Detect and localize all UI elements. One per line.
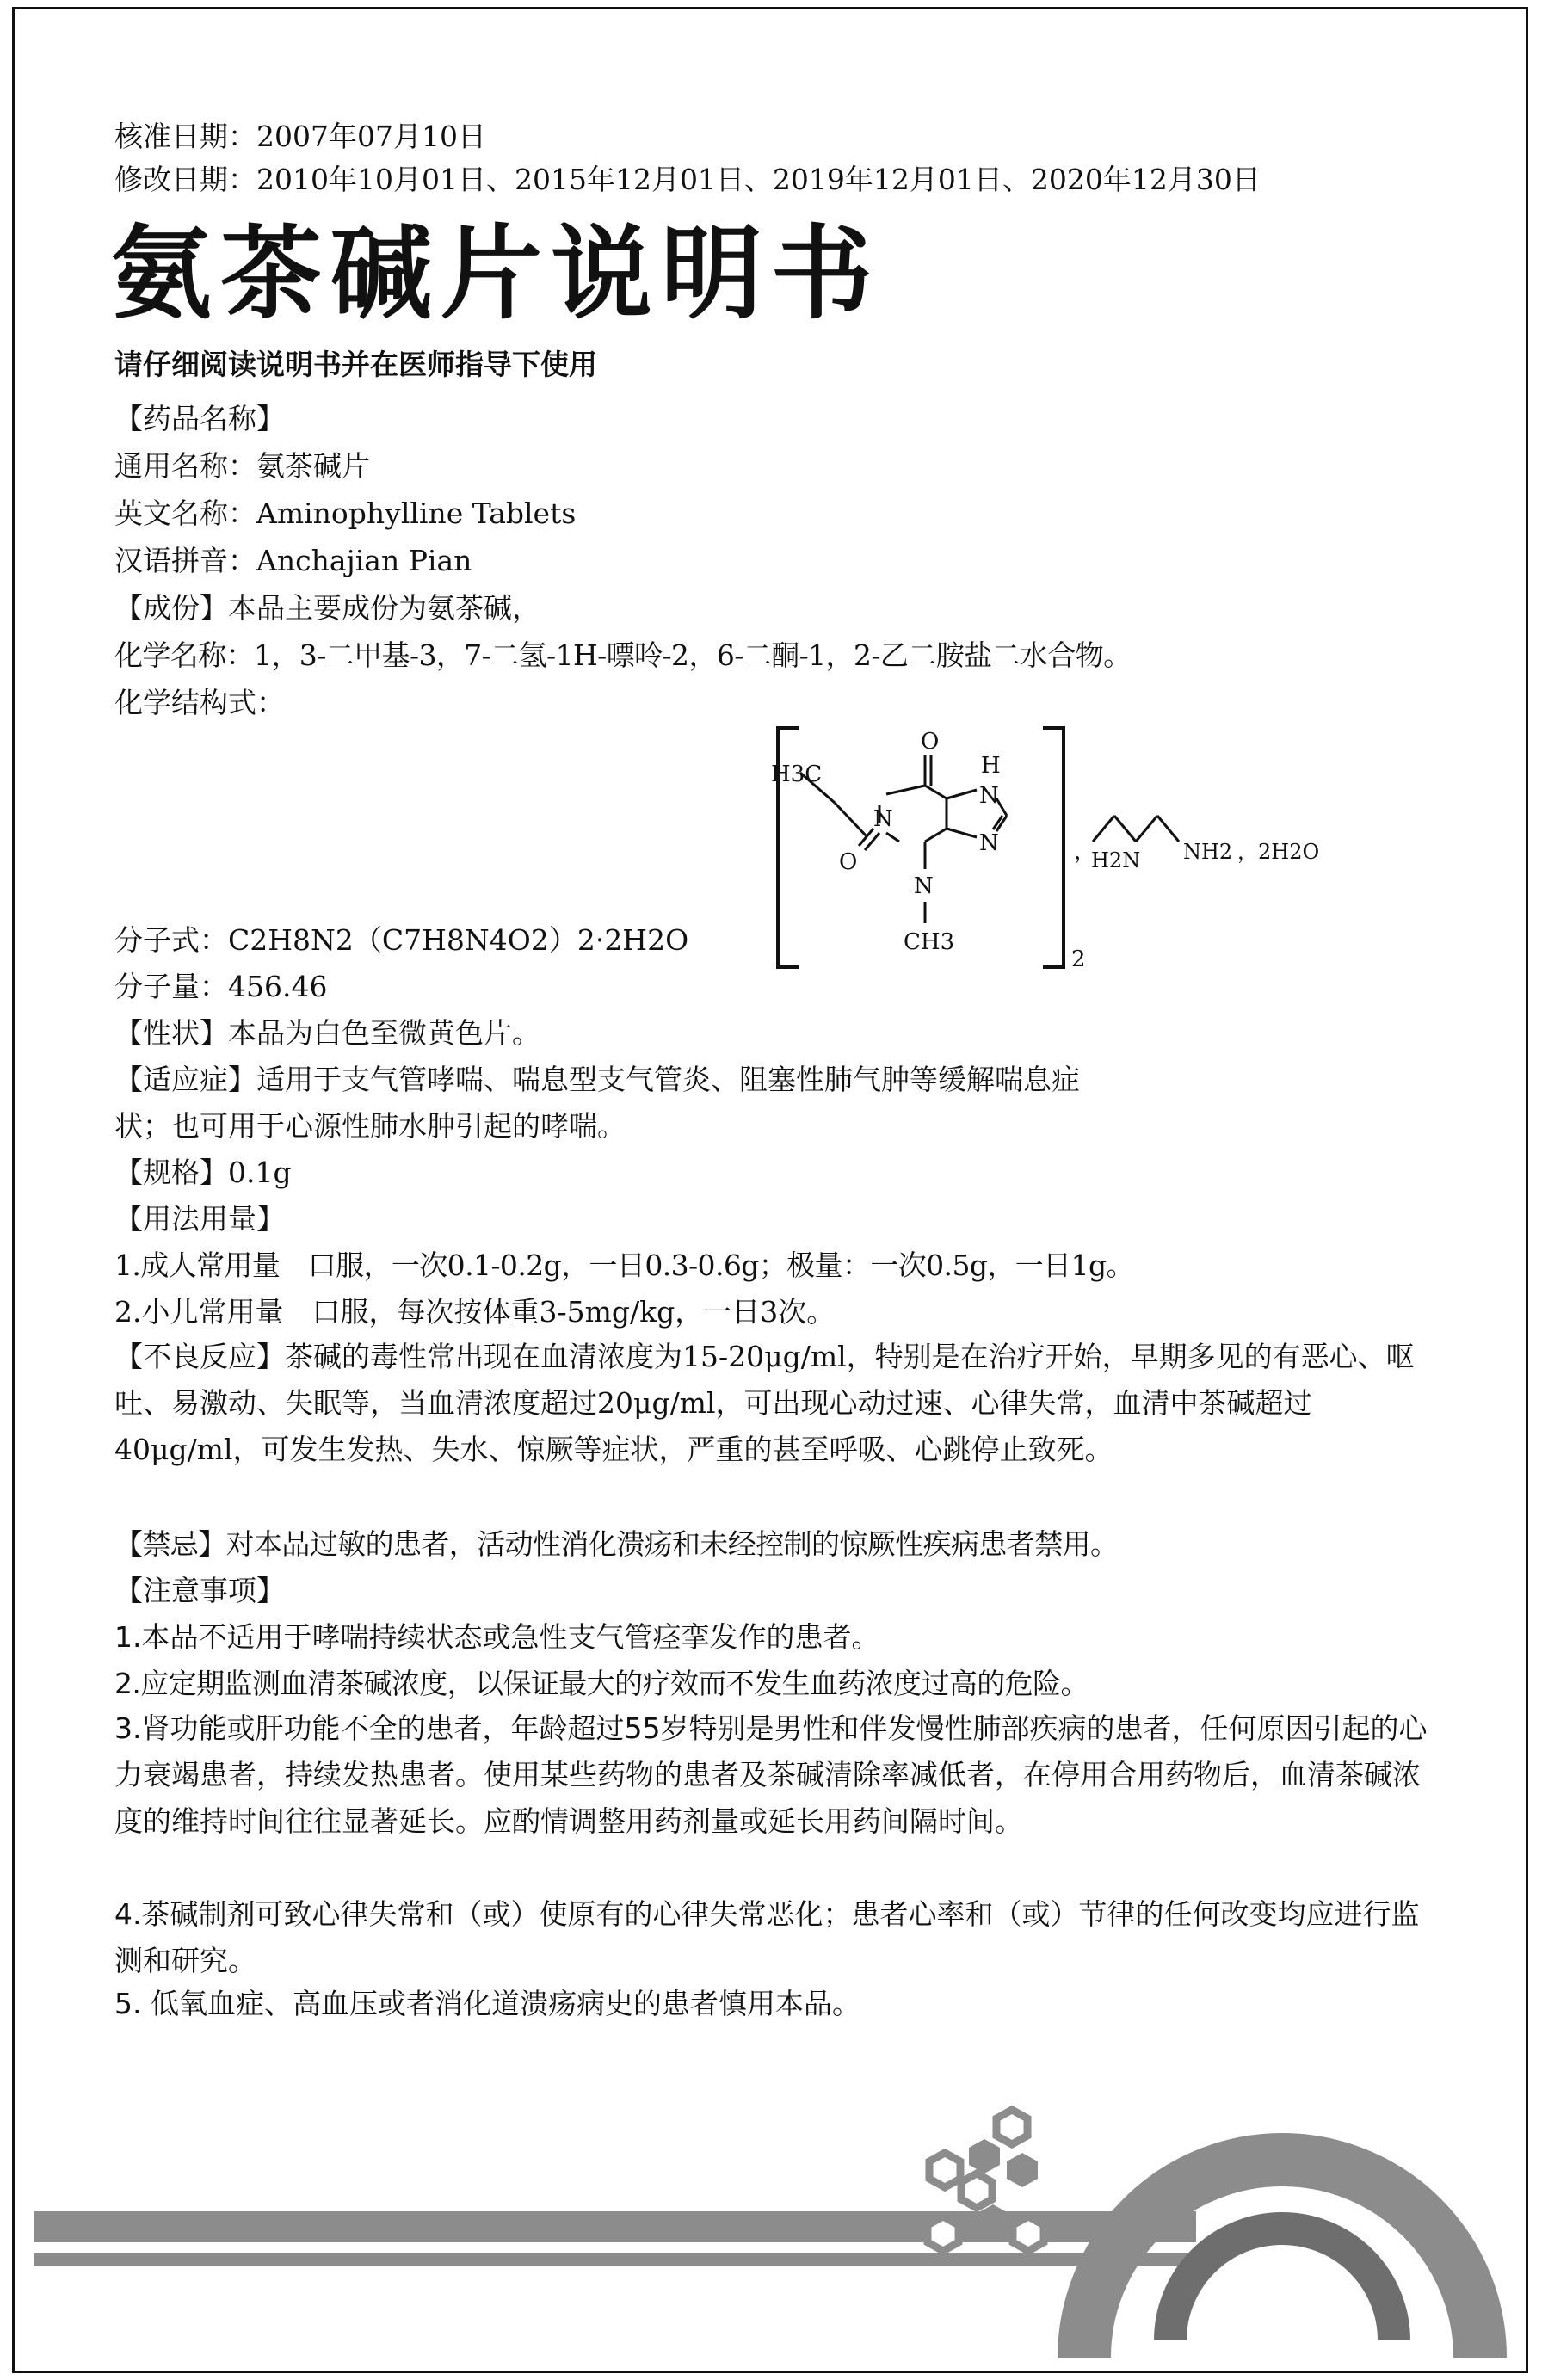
amine-right: NH2 <box>1183 840 1233 864</box>
oxygen-top: O <box>921 729 940 755</box>
methyl-bottom: CH3 <box>904 929 955 955</box>
water-label: ，2H2O <box>1237 840 1320 864</box>
comma-separator: ， <box>1074 839 1097 865</box>
section-drug-name-header: 【药品名称】 <box>114 402 285 435</box>
bracket-subscript: 2 <box>1071 946 1086 972</box>
generic-name: 通用名称：氨茶碱片 <box>114 449 370 483</box>
oxygen-left: O <box>839 849 858 875</box>
english-name: 英文名称：Aminophylline Tablets <box>114 496 577 530</box>
nitrogen-3: N <box>914 873 934 899</box>
hexagon-filled-2 <box>1007 2153 1038 2187</box>
indications-line-2: 状；也可用于心源性肺水肿引起的哮喘。 <box>114 1109 626 1143</box>
specification: 【规格】0.1g <box>114 1156 292 1189</box>
molecular-formula: 分子式：C2H8N2（C7H8N4O2）2·2H2O <box>114 923 689 957</box>
precaution-3: 3.肾功能或肝功能不全的患者，年龄超过55岁特别是男性和伴发慢性肺部疾病的患者，任何原因引起的心力衰竭患者，持续发热患者。使用某些药物的患者及茶碱清除率减低者，在停用合用药物后，血清茶碱浓度的维持时间往往显著延长。应酌情调整用药剂量或延长用药间隔时间。 <box>114 1711 1428 1838</box>
hexagon-filled-1 <box>969 2139 1000 2173</box>
pinyin-name: 汉语拼音：Anchajian Pian <box>114 544 472 577</box>
precaution-4: 4.茶碱制剂可致心律失常和（或）使原有的心律失常恶化；患者心率和（或）节律的任何改变均应进行监测和研究。 <box>114 1897 1420 1977</box>
precaution-1: 1.本品不适用于哮喘持续状态或急性支气管痉挛发作的患者。 <box>114 1620 880 1654</box>
revision-dates: 修改日期：2010年10月01日、2015年12月01日、2019年12月01日、2020年12月30日 <box>114 163 1261 196</box>
appearance: 【性状】本品为白色至微黄色片。 <box>114 1016 540 1050</box>
nitrogen-7: N <box>979 783 999 809</box>
molecular-weight: 分子量：456.46 <box>114 970 328 1003</box>
right-bracket <box>1043 728 1064 967</box>
document-subtitle: 请仔细阅读说明书并在医师指导下使用 <box>114 348 597 381</box>
precautions-header: 【注意事项】 <box>114 1574 285 1607</box>
approval-date: 核准日期：2007年07月10日 <box>114 120 486 153</box>
chemical-structure-diagram <box>766 721 1437 979</box>
chemical-name: 化学名称：1，3-二甲基-3，7-二氢-1H-嘌呤-2，6-二酮-1，2-乙二胺盐二水合物。 <box>114 638 1132 672</box>
adverse-reactions: 【不良反应】茶碱的毒性常出现在血清浓度为15-20μg/ml，特别是在治疗开始，早期多见的有恶心、呕吐、易激动、失眠等，当血清浓度超过20μg/ml，可出现心动过速、心律失常，血清中茶碱超过40μg/ml，可发生发热、失水、惊厥等症状，严重的甚至呼吸、心跳停止致死。 <box>114 1340 1415 1466</box>
precaution-5: 5. 低氧血症、高血压或者消化道溃疡病史的患者慎用本品。 <box>114 1987 860 2020</box>
indications-line-1: 【适应症】适用于支气管哮喘、喘息型支气管炎、阻塞性肺气肿等缓解喘息症 <box>114 1063 1080 1096</box>
inner-arc <box>1170 2229 1394 2340</box>
contraindications: 【禁忌】对本品过敏的患者，活动性消化溃疡和未经控制的惊厥性疾病患者禁用。 <box>114 1527 1119 1561</box>
hydrogen-label: H <box>981 753 1001 779</box>
document-title: 氨茶碱片说明书 <box>110 214 882 333</box>
stripe-thin <box>34 2253 1196 2266</box>
composition: 【成份】本品主要成份为氨茶碱， <box>114 591 540 625</box>
methyl-top: H3C <box>771 761 823 787</box>
nitrogen-1: N <box>873 806 893 832</box>
amine-left: H2N <box>1091 848 1141 872</box>
nitrogen-9: N <box>979 830 999 856</box>
structure-label: 化学结构式： <box>114 686 285 719</box>
usage-child: 2.小儿常用量 口服，每次按体重3-5mg/kg，一日3次。 <box>114 1295 836 1329</box>
decorative-footer-graphic <box>0 1979 1542 2380</box>
precaution-2: 2.应定期监测血清茶碱浓度，以保证最大的疗效而不发生血药浓度过高的危险。 <box>114 1667 1089 1700</box>
usage-adult: 1.成人常用量 口服，一次0.1-0.2g，一日0.3-0.6g；极量：一次0.5g，一日1g。 <box>114 1249 1134 1282</box>
usage-header: 【用法用量】 <box>114 1202 285 1236</box>
